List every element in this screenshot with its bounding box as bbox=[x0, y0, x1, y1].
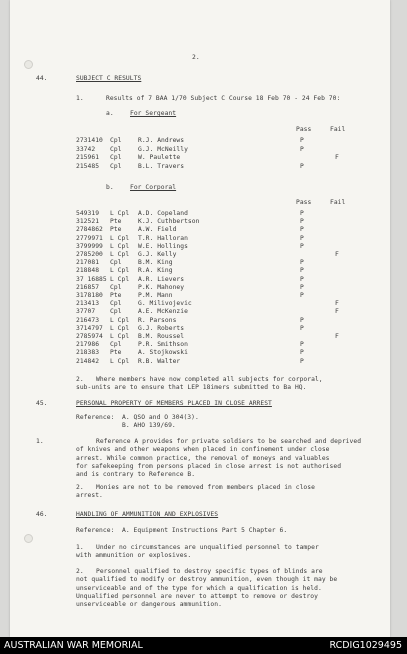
fail-header: Fail bbox=[330, 199, 346, 206]
para-46-reference-a: A. Equipment Instructions Part 5 Chapter 6. bbox=[122, 527, 288, 534]
paragraph-line: with ammunition or explosives. bbox=[76, 552, 192, 560]
member-name: P.M. Mann bbox=[138, 292, 173, 299]
service-number: 33742 bbox=[76, 145, 96, 153]
rank: Cpl bbox=[110, 154, 122, 162]
rank: L Cpl bbox=[110, 333, 130, 340]
member-name: G.J. McNeilly bbox=[138, 145, 188, 153]
member-name: R. Parsons bbox=[138, 316, 177, 324]
pass-mark: P bbox=[300, 292, 304, 299]
para-46-number: 46. bbox=[36, 511, 48, 518]
para-46-1-number: 1. bbox=[76, 544, 84, 551]
pass-mark: P bbox=[300, 341, 304, 349]
pass-mark: P bbox=[300, 218, 304, 226]
member-name: G. Milivojevic bbox=[138, 300, 192, 308]
service-number: 312521 bbox=[76, 218, 100, 226]
fail-mark: F bbox=[335, 300, 339, 308]
service-number: 216857 bbox=[76, 283, 100, 291]
rank: L Cpl bbox=[110, 210, 130, 217]
pass-mark: P bbox=[300, 324, 304, 332]
rank: L Cpl bbox=[110, 251, 130, 258]
para-46-heading: HANDLING OF AMMUNITION AND EXPLOSIVES bbox=[76, 511, 219, 518]
member-name: P.R. Smithson bbox=[138, 341, 188, 349]
service-number: 217986 bbox=[76, 341, 100, 349]
pass-mark: P bbox=[300, 137, 304, 144]
service-number: 218848 bbox=[76, 267, 100, 275]
pass-mark: P bbox=[300, 242, 304, 250]
member-name: W.E. Hollings bbox=[138, 242, 188, 250]
rank: L Cpl bbox=[110, 242, 130, 250]
para-44-number: 44. bbox=[36, 75, 48, 82]
sub-b-label: b. bbox=[106, 184, 114, 191]
para-44-note-number: 2. bbox=[76, 376, 84, 383]
paragraph-line: Unqualified personnel are never to attempt to remove or destroy bbox=[76, 592, 318, 600]
paragraph-line: arrest. bbox=[76, 492, 103, 500]
rank: L Cpl bbox=[110, 275, 130, 283]
paragraph-line: and is contrary to Reference B. bbox=[76, 471, 196, 479]
member-name: R.B. Walter bbox=[138, 357, 181, 365]
para-45-1-number: 1. bbox=[36, 438, 44, 445]
punch-hole bbox=[24, 534, 33, 543]
pass-mark: P bbox=[300, 259, 304, 267]
member-name: A.E. McKenzie bbox=[138, 308, 188, 316]
pass-mark: P bbox=[300, 210, 304, 217]
pass-header: Pass bbox=[296, 126, 312, 133]
service-number: 214842 bbox=[76, 357, 100, 365]
punch-hole bbox=[24, 60, 33, 69]
service-number: 216473 bbox=[76, 316, 100, 324]
pass-mark: P bbox=[300, 275, 304, 283]
rank: L Cpl bbox=[110, 324, 130, 332]
footer-institution: AUSTRALIAN WAR MEMORIAL bbox=[4, 640, 143, 651]
pass-mark: P bbox=[300, 226, 304, 234]
rank: Cpl bbox=[110, 341, 122, 349]
document-page bbox=[10, 0, 390, 637]
rank: Cpl bbox=[110, 145, 122, 153]
footer-record-id: RCDIG1029495 bbox=[329, 640, 402, 651]
member-name: P.K. Mahoney bbox=[138, 283, 185, 291]
sub-a-title: For Sergeant bbox=[130, 110, 177, 117]
para-44-heading: SUBJECT C RESULTS bbox=[76, 75, 142, 82]
para-44-note-line: sub-units are to ensure that LEP 18imers submitted to Ba HQ. bbox=[76, 384, 307, 391]
service-number: 213413 bbox=[76, 300, 100, 308]
member-name: R.A. King bbox=[138, 267, 173, 275]
fail-mark: F bbox=[335, 251, 339, 258]
page-number: 2. bbox=[192, 54, 200, 61]
rank: Pte bbox=[110, 349, 122, 357]
pass-mark: P bbox=[300, 349, 304, 357]
service-number: 2785974 bbox=[76, 333, 103, 340]
service-number: 2785200 bbox=[76, 251, 103, 258]
service-number: 2779971 bbox=[76, 234, 103, 242]
member-name: T.R. Halloran bbox=[138, 234, 188, 242]
rank: Cpl bbox=[110, 162, 122, 170]
para-45-heading: PERSONAL PROPERTY OF MEMBERS PLACED IN CLOSE ARREST bbox=[76, 400, 272, 407]
service-number: 218383 bbox=[76, 349, 100, 357]
member-name: R.J. Andrews bbox=[138, 137, 185, 144]
paragraph-line: of knives and other weapons when placed in confinement under close bbox=[76, 446, 330, 454]
paragraph-line: unserviceable or dangerous ammunition. bbox=[76, 601, 222, 609]
member-name: A.R. Lievers bbox=[138, 275, 185, 283]
pass-mark: P bbox=[300, 162, 304, 170]
archive-footer bbox=[0, 637, 407, 654]
rank: Pte bbox=[110, 218, 122, 226]
service-number: 215485 bbox=[76, 162, 100, 170]
para-45-number: 45. bbox=[36, 400, 48, 407]
member-name: K.J. Cuthbertson bbox=[138, 218, 200, 226]
rank: Cpl bbox=[110, 137, 122, 144]
sub-a-label: a. bbox=[106, 110, 114, 117]
pass-mark: P bbox=[300, 267, 304, 275]
service-number: 2784862 bbox=[76, 226, 103, 234]
fail-header: Fail bbox=[330, 126, 346, 133]
member-name: B.L. Travers bbox=[138, 162, 185, 170]
pass-mark: P bbox=[300, 283, 304, 291]
rank: L Cpl bbox=[110, 267, 130, 275]
rank: Cpl bbox=[110, 283, 122, 291]
para-45-reference-label: Reference: bbox=[76, 414, 115, 421]
member-name: A.W. Field bbox=[138, 226, 177, 234]
service-number: 215961 bbox=[76, 154, 100, 162]
para-44-intro-number: 1. bbox=[76, 95, 84, 102]
rank: L Cpl bbox=[110, 234, 130, 242]
member-name: A. Stojkowski bbox=[138, 349, 188, 357]
rank: Pte bbox=[110, 292, 122, 299]
paragraph-line: Reference A provides for private soldiers to be searched and deprived bbox=[96, 438, 362, 445]
member-name: W. Paulette bbox=[138, 154, 181, 162]
service-number: 3799999 bbox=[76, 242, 103, 250]
member-name: B.M. Roussel bbox=[138, 333, 185, 340]
service-number: 3714797 bbox=[76, 324, 103, 332]
paragraph-line: for safekeeping from persons placed in close arrest is not authorised bbox=[76, 462, 342, 470]
paragraph-line: Under no circumstances are unqualified personnel to tamper bbox=[96, 544, 319, 551]
para-46-2-number: 2. bbox=[76, 568, 84, 575]
para-45-reference-a: A. QSO and O 304(3). bbox=[122, 414, 199, 421]
paragraph-line: unserviceable and of the type for which a qualification is held. bbox=[76, 584, 322, 592]
pass-mark: P bbox=[300, 357, 304, 365]
para-45-reference-b: B. AHO 139/69. bbox=[122, 422, 176, 429]
para-44-note-line: Where members have now completed all subjects for corporal, bbox=[96, 376, 323, 383]
paragraph-line: Personnel qualified to destroy specific types of blinds are bbox=[96, 568, 323, 575]
rank: Cpl bbox=[110, 259, 122, 267]
para-45-2-number: 2. bbox=[76, 484, 84, 491]
pass-mark: P bbox=[300, 234, 304, 242]
member-name: G.J. Kelly bbox=[138, 251, 177, 258]
pass-mark: P bbox=[300, 145, 304, 153]
rank: Cpl bbox=[110, 308, 122, 316]
member-name: A.D. Copeland bbox=[138, 210, 188, 217]
fail-mark: F bbox=[335, 154, 339, 162]
fail-mark: F bbox=[335, 333, 339, 340]
pass-header: Pass bbox=[296, 199, 312, 206]
service-number: 3178180 bbox=[76, 292, 103, 299]
paragraph-line: not qualified to modify or destroy ammunition, even though it may be bbox=[76, 576, 338, 584]
service-number: 217081 bbox=[76, 259, 100, 267]
sub-b-title: For Corporal bbox=[130, 184, 177, 191]
service-number: 37 16885 bbox=[76, 275, 107, 283]
rank: Cpl bbox=[110, 300, 122, 308]
member-name: G.J. Roberts bbox=[138, 324, 185, 332]
rank: Pte bbox=[110, 226, 122, 234]
fail-mark: F bbox=[335, 308, 339, 316]
service-number: 37707 bbox=[76, 308, 96, 316]
para-46-reference-label: Reference: bbox=[76, 527, 115, 534]
member-name: B.M. King bbox=[138, 259, 173, 267]
paragraph-line: arrest. While common practice, the removal of moneys and valuables bbox=[76, 454, 330, 462]
pass-mark: P bbox=[300, 316, 304, 324]
paragraph-line: Monies are not to be removed from members placed in close bbox=[96, 484, 315, 491]
service-number: 549319 bbox=[76, 210, 100, 217]
rank: L Cpl bbox=[110, 316, 130, 324]
service-number: 2731410 bbox=[76, 137, 103, 144]
rank: L Cpl bbox=[110, 357, 130, 365]
para-44-intro: Results of 7 BAA 1/70 Subject C Course 18 Feb 70 - 24 Feb 70: bbox=[106, 95, 341, 102]
